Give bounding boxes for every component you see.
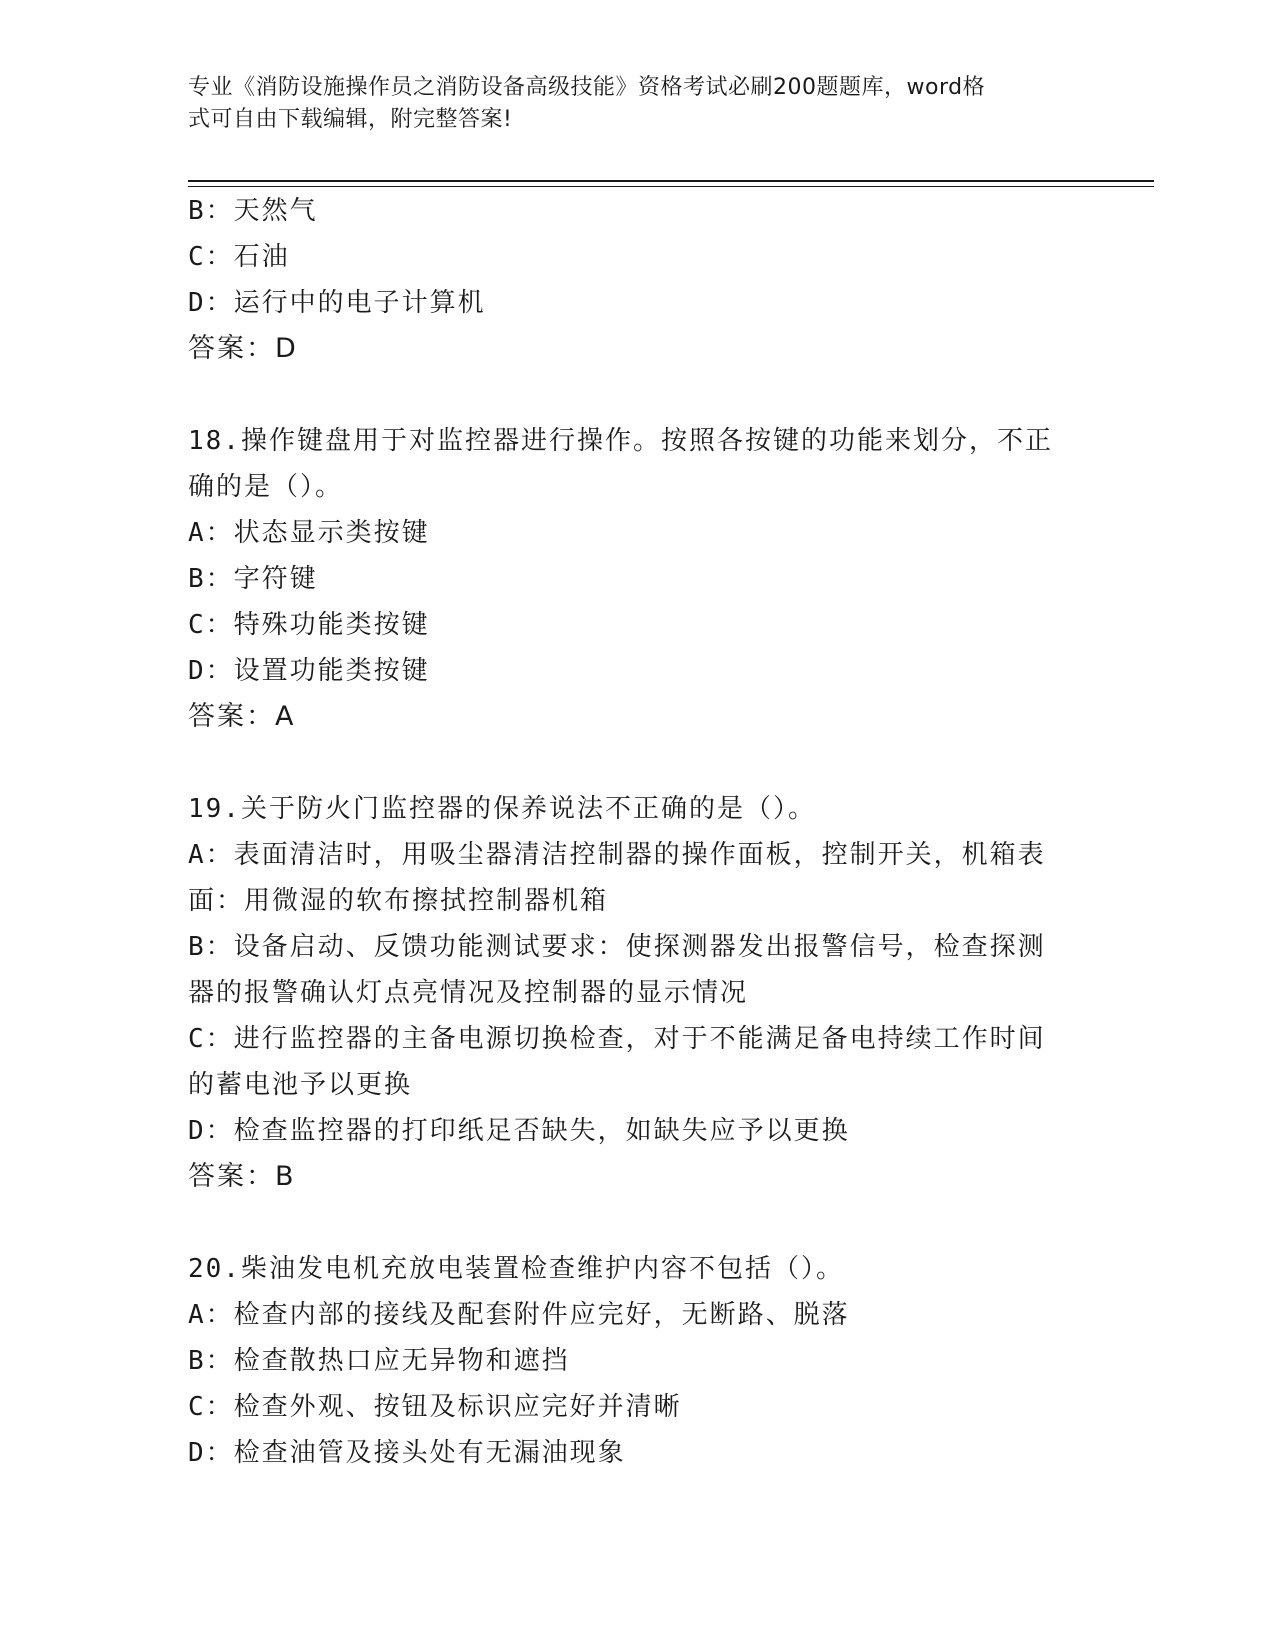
q19-option-a-line-1: A：表面清洁时，用吸尘器清洁控制器的操作面板，控制开关，机箱表	[188, 840, 1046, 870]
q19-option-d: D：检查监控器的打印纸足否缺失，如缺失应予以更换	[188, 1116, 850, 1146]
spacer	[188, 372, 1088, 418]
q17-option-c: C：石油	[188, 242, 290, 272]
header-rule-thick	[188, 180, 1154, 182]
q18-option-a: A：状态显示类按键	[188, 518, 430, 548]
question-content	[188, 188, 1088, 1476]
q20-option-d: D：检查油管及接头处有无漏油现象	[188, 1438, 626, 1468]
q19-option-a-line-2: 面：用微湿的软布擦拭控制器机箱	[188, 886, 609, 916]
q20-option-c: C：检查外观、按钮及标识应完好并清晰	[188, 1392, 682, 1422]
q18-option-c: C：特殊功能类按键	[188, 610, 430, 640]
q19-option-c-line-1: C：进行监控器的主备电源切换检查，对于不能满足备电持续工作时间	[188, 1024, 1046, 1054]
q19-answer: 答案：B	[188, 1161, 296, 1192]
q20-option-a: A：检查内部的接线及配套附件应完好，无断路、脱落	[188, 1300, 850, 1330]
q19-option-b-line-1: B：设备启动、反馈功能测试要求：使探测器发出报警信号，检查探测	[188, 932, 1046, 962]
spacer	[188, 1200, 1088, 1246]
q19-stem: 19.关于防火门监控器的保养说法不正确的是（）。	[188, 794, 816, 824]
q17-option-d: D：运行中的电子计算机	[188, 288, 486, 318]
q20-stem: 20.柴油发电机充放电装置检查维护内容不包括（）。	[188, 1254, 844, 1284]
q18-stem-line-2: 确的是（）。	[188, 472, 344, 502]
header-line-2: 式可自由下载编辑，附完整答案!	[188, 107, 513, 132]
q19-option-b-line-2: 器的报警确认灯点亮情况及控制器的显示情况	[188, 978, 749, 1008]
q18-stem-line-1: 18.操作键盘用于对监控器进行操作。按照各按键的功能来划分，不正	[188, 426, 1053, 456]
q19-option-c-line-2: 的蓄电池予以更换	[188, 1070, 413, 1100]
q17-option-b: B：天然气	[188, 196, 318, 226]
q18-option-b: B：字符键	[188, 564, 318, 594]
page-header	[188, 72, 1088, 136]
spacer	[188, 740, 1088, 786]
header-line-1: 专业《消防设施操作员之消防设备高级技能》资格考试必刷200题题库，word格	[188, 75, 986, 100]
header-rule-thin	[188, 186, 1154, 187]
q18-answer: 答案：A	[188, 701, 296, 732]
q18-option-d: D：设置功能类按键	[188, 656, 430, 686]
q20-option-b: B：检查散热口应无异物和遮挡	[188, 1346, 570, 1376]
q17-answer: 答案：D	[188, 333, 298, 364]
